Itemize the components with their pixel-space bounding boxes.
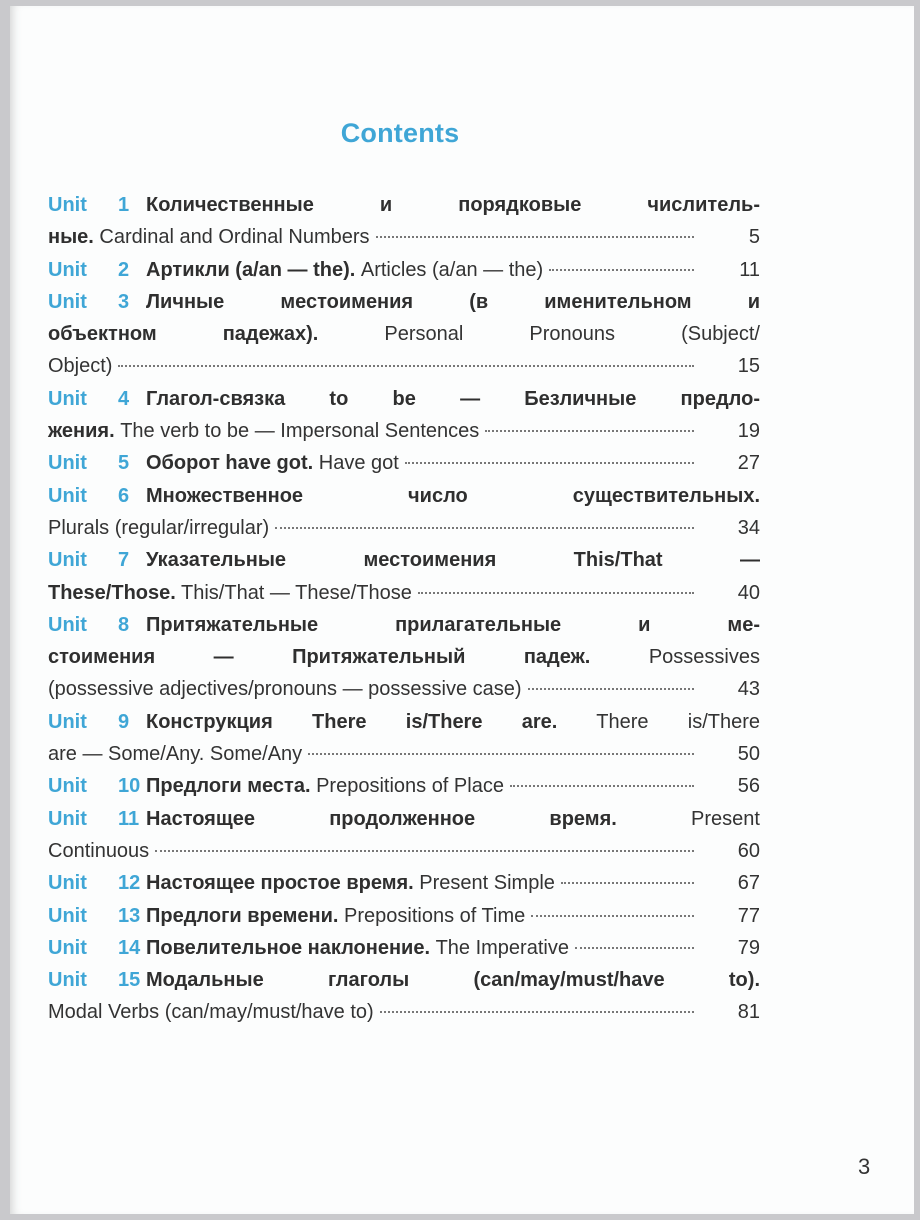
unit-word: Unit [48,387,87,410]
toc-line [48,447,760,479]
unit-number: 8 [118,613,130,636]
toc-entry[interactable] [48,770,760,802]
unit-word: Unit [48,807,87,830]
toc-line [48,932,760,964]
toc-entry[interactable] [48,803,760,868]
book-page [10,6,914,1214]
russian-title: Множественное число существительных. [146,484,760,507]
unit-number: 7 [118,549,130,572]
toc-line-text [48,512,269,544]
toc-line [48,996,760,1028]
toc-entry[interactable] [48,383,760,448]
toc-entry[interactable] [48,964,760,1029]
toc-page-number: 27 [737,452,760,475]
english-title: Articles (a/an — the) [355,258,544,281]
russian-title: Притяжательные прилагательные и ме- [146,613,760,636]
russian-title: Оборот have got. [146,452,314,475]
unit-label [48,544,146,576]
toc-line [48,867,760,899]
unit-number: 6 [118,484,130,507]
unit-label [48,932,146,964]
dot-leader [308,752,694,755]
dot-leader [118,364,694,367]
russian-title: Личные местоимения (в именительном и [146,290,760,313]
toc-line [48,900,760,932]
toc-line [48,835,760,867]
toc-line [48,318,760,350]
toc-line [48,706,760,738]
unit-number: 13 [118,904,141,927]
unit-word: Unit [48,775,87,798]
english-title: Continuous [48,839,150,862]
toc-line [48,641,760,673]
toc-line-text [48,867,555,899]
toc-line-text [48,221,370,253]
dot-leader [418,591,694,594]
dot-leader [510,784,694,787]
english-title: Modal Verbs (can/may/must/have to) [48,1001,374,1024]
unit-label [48,900,146,932]
unit-number: 12 [118,872,141,895]
unit-word: Unit [48,484,87,507]
table-of-contents [48,189,760,1029]
unit-label [48,254,146,286]
toc-line [48,673,760,705]
unit-number: 4 [118,387,130,410]
english-title: This/That — These/Those [175,581,412,604]
toc-line-text [48,415,479,447]
toc-entry[interactable] [48,286,760,383]
toc-line-text [48,835,149,867]
unit-label [48,609,146,641]
toc-entry[interactable] [48,706,760,771]
russian-title: Глагол-связка to be — Безличные предло- [146,387,760,410]
english-title: The verb to be — Impersonal Sentences [114,420,480,443]
english-title: There is/There [557,710,760,733]
unit-word: Unit [48,290,87,313]
toc-line [48,254,760,286]
toc-line [48,544,760,576]
russian-title: Настоящее продолженное время. [146,807,617,830]
toc-line-text [48,577,412,609]
english-title: Prepositions of Time [338,904,526,927]
english-title: Present Simple [413,872,555,895]
dot-leader [549,268,694,271]
unit-word: Unit [48,936,87,959]
english-title: Present [616,807,760,830]
dot-leader [376,235,694,238]
english-title: Prepositions of Place [310,775,504,798]
toc-line-text [48,932,569,964]
toc-entry[interactable] [48,932,760,964]
toc-line [48,480,760,512]
toc-entry[interactable] [48,447,760,479]
unit-label [48,964,146,996]
english-title: Object) [48,355,113,378]
toc-line-text [48,254,543,286]
english-title: Have got [313,452,399,475]
unit-word: Unit [48,872,87,895]
toc-line-text [48,900,525,932]
toc-page-number: 67 [737,872,760,895]
toc-entry[interactable] [48,544,760,609]
toc-line [48,512,760,544]
toc-page-number: 79 [737,936,760,959]
unit-label [48,803,146,835]
toc-page-number: 5 [748,226,760,249]
english-title: The Imperative [430,936,569,959]
unit-word: Unit [48,710,87,733]
unit-label [48,286,146,318]
unit-label [48,189,146,221]
russian-title: Настоящее простое время. [146,872,414,895]
toc-line [48,770,760,802]
toc-page-number: 19 [737,420,760,443]
toc-line [48,383,760,415]
toc-page-number: 11 [739,258,760,281]
toc-line [48,609,760,641]
unit-label [48,447,146,479]
toc-line-text [48,673,522,705]
toc-page-number: 34 [737,516,760,539]
unit-number: 5 [118,452,130,475]
toc-entry[interactable] [48,189,760,254]
unit-word: Unit [48,904,87,927]
russian-title: Предлоги времени. [146,904,339,927]
toc-line [48,738,760,770]
unit-word: Unit [48,258,87,281]
unit-number: 9 [118,710,130,733]
unit-word: Unit [48,194,87,216]
dot-leader [380,1010,694,1013]
toc-line [48,286,760,318]
unit-number: 10 [118,775,141,798]
toc-entry[interactable] [48,480,760,545]
russian-title: Артикли (a/an — the). [146,258,356,281]
russian-title: Предлоги места. [146,775,311,798]
toc-line-text [48,447,399,479]
toc-page-number: 60 [737,839,760,862]
english-title: Cardinal and Ordinal Numbers [93,226,370,249]
toc-page-number: 56 [737,775,760,798]
page-title: Contents [340,118,460,148]
toc-line [48,803,760,835]
toc-entry[interactable] [48,609,760,706]
russian-title: Модальные глаголы (can/may/must/have to). [146,969,760,992]
toc-line [48,577,760,609]
toc-page-number: 43 [737,678,760,701]
unit-word: Unit [48,452,87,475]
unit-label [48,480,146,512]
english-title: are — Some/Any. Some/Any [48,743,303,766]
dot-leader [575,946,694,949]
russian-title: Количественные и порядковые числитель- [146,194,760,216]
toc-line [48,350,760,382]
dot-leader [405,461,694,464]
toc-page-number: 40 [737,581,760,604]
unit-number: 1 [118,194,130,216]
page-number: 3 [858,1154,871,1179]
toc-page-number: 50 [737,743,760,766]
toc-entry[interactable] [48,254,760,286]
english-title: Plurals (regular/irregular) [48,516,270,539]
unit-number: 11 [118,807,140,830]
russian-title: жения. [48,420,115,443]
toc-page-number: 77 [737,904,760,927]
toc-entry[interactable] [48,867,760,899]
russian-title: объектном падежах). [48,323,319,346]
dot-leader [561,881,694,884]
unit-label [48,770,146,802]
unit-number: 14 [118,936,141,959]
unit-number: 3 [118,290,130,313]
russian-title: These/Those. [48,581,176,604]
toc-page-number: 81 [737,1001,760,1024]
toc-line-text [48,738,302,770]
english-title: (possessive adjectives/pronouns — possessive case) [48,678,522,701]
toc-line-text [48,996,374,1028]
dot-leader [528,687,694,690]
unit-label [48,383,146,415]
toc-line [48,189,760,221]
unit-word: Unit [48,613,87,636]
russian-title: Конструкция There is/There are. [146,710,558,733]
unit-label [48,706,146,738]
unit-number: 2 [118,258,130,281]
toc-line [48,964,760,996]
toc-entry[interactable] [48,900,760,932]
toc-page-number: 15 [737,355,760,378]
unit-number: 15 [118,969,141,992]
russian-title: Указательные местоимения This/That — [146,549,760,572]
russian-title: стоимения — Притяжательный падеж. [48,646,591,669]
english-title: Possessives [590,646,760,669]
russian-title: ные. [48,226,94,249]
russian-title: Повелительное наклонение. [146,936,431,959]
toc-line-text [48,350,112,382]
toc-line [48,415,760,447]
unit-label [48,867,146,899]
dot-leader [275,526,694,529]
english-title: Personal Pronouns (Subject/ [318,323,760,346]
unit-word: Unit [48,549,87,572]
toc-line [48,221,760,253]
toc-line-text [48,770,504,802]
dot-leader [485,429,694,432]
dot-leader [155,849,694,852]
unit-word: Unit [48,969,87,992]
dot-leader [531,914,694,917]
